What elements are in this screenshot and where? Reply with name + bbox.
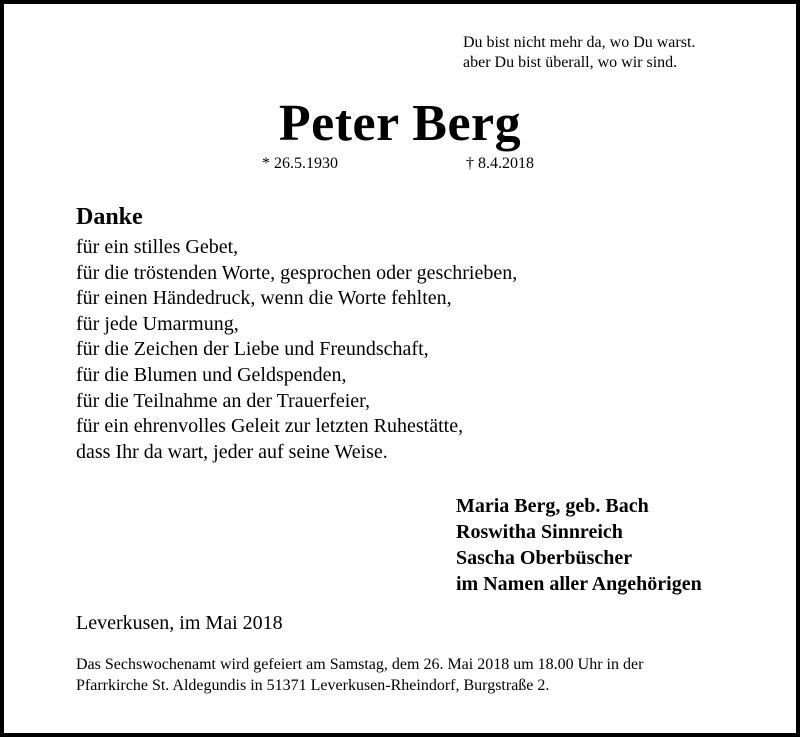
notice-line: Pfarrkirche St. Aldegundis in 51371 Leverkusen-Rheindorf, Burgstraße 2. bbox=[76, 676, 550, 694]
service-notice bbox=[76, 655, 736, 696]
motto-line: aber Du bist überall, wo wir sind. bbox=[463, 54, 678, 71]
birth-date: * 26.5.1930 bbox=[262, 155, 338, 172]
thanks-line: für ein stilles Gebet, bbox=[76, 236, 239, 258]
signature-block bbox=[456, 493, 702, 597]
thanks-line: für einen Händedruck, wenn die Worte fehlten, bbox=[76, 287, 452, 310]
signature-line: Roswitha Sinnreich bbox=[456, 521, 623, 543]
death-date: † 8.4.2018 bbox=[466, 155, 534, 172]
notice-line: Das Sechswochenamt wird gefeiert am Samstag, dem 26. Mai 2018 um 18.00 Uhr in der bbox=[76, 656, 644, 673]
motto bbox=[463, 33, 695, 73]
thanks-line: für jede Umarmung, bbox=[76, 312, 239, 335]
thanks-line: für ein ehrenvolles Geleit zur letzten Ruhestätte, bbox=[76, 415, 464, 438]
signature-line: Maria Berg, geb. Bach bbox=[456, 495, 649, 517]
deceased-name: Peter Berg bbox=[278, 95, 522, 152]
place-date: Leverkusen, im Mai 2018 bbox=[76, 612, 283, 634]
signature-line: im Namen aller Angehörigen bbox=[456, 573, 702, 595]
motto-line: Du bist nicht mehr da, wo Du warst. bbox=[463, 34, 696, 51]
thanks-line: für die Zeichen der Liebe und Freundschaft, bbox=[76, 338, 429, 361]
thanks-line: dass Ihr da wart, jeder auf seine Weise. bbox=[76, 440, 388, 463]
thanks-line: für die Blumen und Geldspenden, bbox=[76, 363, 347, 386]
thanks-line: für die Teilnahme an der Trauerfeier, bbox=[76, 389, 370, 412]
thanks-line: für die tröstenden Worte, gesprochen oder geschrieben, bbox=[76, 261, 518, 284]
signature-line: Sascha Oberbüscher bbox=[456, 547, 633, 569]
thanks-list bbox=[76, 235, 517, 465]
thanks-heading: Danke bbox=[76, 204, 143, 230]
